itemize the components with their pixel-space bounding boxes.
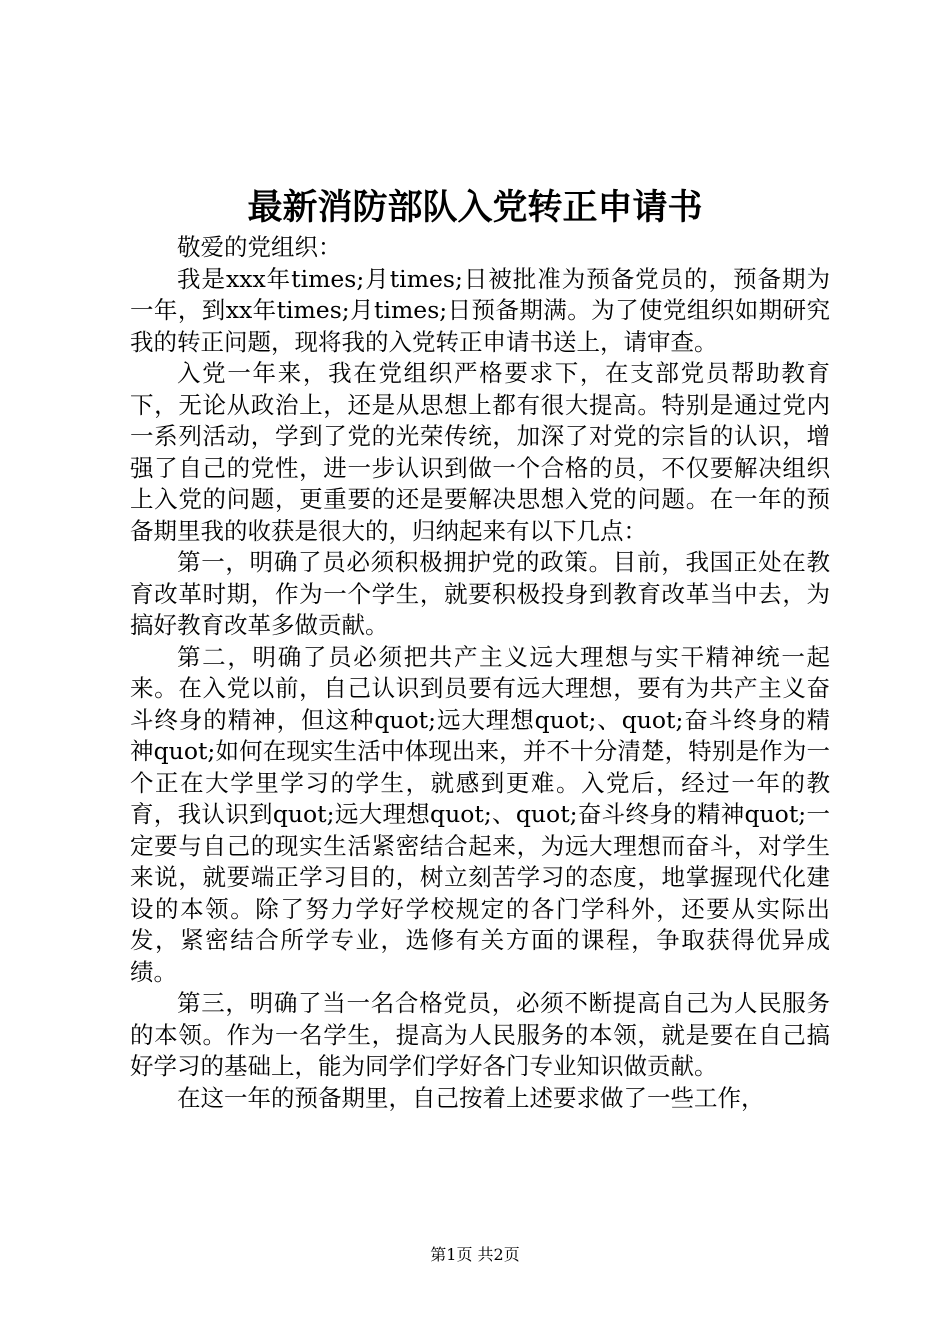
page-total: 共2页 — [477, 1245, 520, 1264]
document-body — [130, 232, 830, 1114]
paragraph-point-3: 第三，明确了当一名合格党员，必须不断提高自己为人民服务的本领。作为一名学生，提高为人民服务的本领，就是要在自己搞好学习的基础上，能为同学们学好各门专业知识做贡献。 — [130, 989, 830, 1080]
paragraph-intro: 我是xxx年times;月times;日被批准为预备党员的，预备期为一年，到xx年times;月times;日预备期满。为了使党组织如期研究我的转正问题，现将我的入党转正申请书送上，请审查。 — [130, 264, 830, 356]
page-footer — [0, 1244, 950, 1266]
document-title: 最新消防部队入党转正申请书 — [247, 188, 703, 228]
paragraph-overview: 入党一年来，我在党组织严格要求下，在支部党员帮助教育下，无论从政治上，还是从思想上都有很大提高。特别是通过党内一系列活动，学到了党的光荣传统，加深了对党的宗旨的认识，增强了自己的党性，进一步认识到做一个合格的员，不仅要解决组织上入党的问题，更重要的还是要解决思想入党的问题。在一年的预备期里我的收获是很大的，归纳起来有以下几点： — [130, 359, 830, 545]
paragraph-point-1: 第一，明确了员必须积极拥护党的政策。目前，我国正处在教育改革时期，作为一个学生，就要积极投身到教育改革当中去，为搞好教育改革多做贡献。 — [130, 548, 830, 639]
page-number: 第1页 — [430, 1245, 473, 1264]
salutation: 敬爱的党组织： — [177, 233, 342, 261]
paragraph-point-2: 第二，明确了员必须把共产主义远大理想与实干精神统一起来。在入党以前，自己认识到员要有远大理想，要有为共产主义奋斗终身的精神，但这种quot;远大理想quot;、quot;奋斗终身的精神quot;如何在现实生活中体现出来，并不十分清楚，特别是作为一个正在大学里学习的学生，就感到更难。入党后，经过一年的教育，我认识到quot;远大理想quot;、quot;奋斗终身的精神quot;一定要与自己的现实生活紧密结合起来，为远大理想而奋斗，对学生来说，就要端正学习目的，树立刻苦学习的态度，地掌握现代化建设的本领。除了努力学好学校规定的各门学科外，还要从实际出发，紧密结合所学专业，选修有关方面的课程，争取获得优异成绩。 — [130, 642, 830, 986]
paragraph-closing: 在这一年的预备期里，自己按着上述要求做了一些工作， — [177, 1083, 765, 1112]
